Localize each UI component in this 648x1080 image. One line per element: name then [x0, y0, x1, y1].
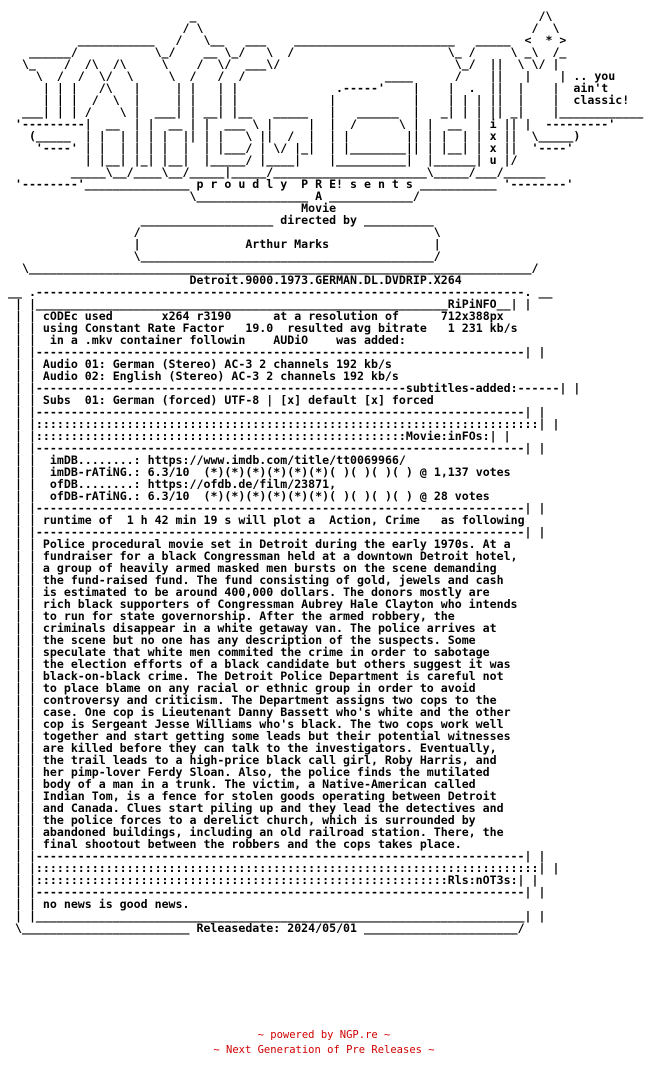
- ofdb-link[interactable]: https://ofdb.de/film/23871,: [147, 477, 337, 491]
- release-name: Detroit.9000.1973.GERMAN.DL.DVDRIP.X264: [189, 273, 462, 287]
- added-label: was added:: [336, 333, 406, 347]
- imdb-link[interactable]: https://www.imdb.com/title/tt0069966/: [147, 453, 406, 467]
- codec-label: cODEc used: [42, 309, 113, 323]
- powered-by-text: ~ powered by NGP.re ~: [257, 1029, 391, 1041]
- ofdb-rating-value: 6.3/10: [147, 489, 190, 503]
- bitrate-label: resulted avg bitrate: [287, 321, 427, 335]
- following-label: as following: [440, 513, 525, 527]
- crf-value: 19.0: [245, 321, 274, 335]
- ofdb-rating-label: ofDB-rATiNG.:: [49, 489, 141, 503]
- ascii-art-logo: _ /\ / \ / \ ___________ / \__ ___ _______________________ _____ < * > ______/ \_/ __ \_/ \ / \_ / \ _\ /_ \_ / /\ /\ \ / \/ ___\/ \_/ || \ \/ | \ / / \/ \ \ / / / ____ / || | | .. you | | | /\ | | | | | .-----' | | . || | | ain't | | | / \ | | | | | | | | | | || | | classic! ___| | | / \ | ___| | __| |__ _____ | ______ | _| | | || _| |____________ '---------| __ | | __ | | ___ \ | | | / \ | | __ | i || | ---------' (_____ | | | | | | || | | \ || / | | | || | | | | x || \_____) '----' | | | | | | | | |___/ | \/ |_| | |________|| | |__| | x || '----' | |__| |_| |__| |_____/ |____| |__________| |______| u |/ _____\__/____\__/_____|_____/______________________\_____/___/______ '--------'_______________ p r o u d l y P R E! s e n t s ___________ '--------' \________________ A ____________/ Movie ___________________ directed by __________ / \ | Arthur Marks | \__________________________________________/ \________________________________________________________________________/: [14, 9, 644, 275]
- codec-value: x264 r3190: [161, 309, 232, 323]
- release-date-label: Releasedate:: [196, 921, 281, 935]
- subtitles-header: subtitles-added:: [405, 381, 518, 395]
- subtitle-track-01: Subs 01: German (forced) UTF-8 | [x] default [x] forced: [42, 393, 434, 407]
- resolution-label: at a resolution of: [273, 309, 399, 323]
- ofdb-label: ofDB........:: [49, 477, 141, 491]
- imdb-rating-stars: (*)(*)(*)(*)(*)(*)( )( )( )( ): [203, 465, 413, 479]
- nfo-document: _ /\ / \ / \ ___________ / \__ ___ _______________________ _____ < * > ______/ \_/ __ \_/ \ / \_ / \ _\ /_ \_ / /\ /\ \ / \/ ___\/ \_/ || \ \/ | \ / / \/ \ \ / / / ____ / || | | .. you | | | /\ | | | | | .-----' | | . || | | ain't | | | / \ | | | | | | | | | | || | | classic! ___| | | / \ | ___| | __| |__ _____ | ______ | _| | | || _| |____________ '---------| __ | | __ | | ___ \ | | | / \ | | __ | i || | ---------' (_____ | | | | | | || | | \ || / | | | || | | | | x || \_____) '----' | | | | | | | | |___/ | \/ |_| | |________|| | |__| | x || '----' | |__| |_| |__| |_____/ |____| |__________| |______| u |/ _____\__/____\__/_____|_____/______________________\_____/___/______ '--------'_______________ p r o u d l y P R E! s e n t s ___________ '--------' \________________ A ____________/ Movie ___________________ directed by __________ / \ | Arthur Marks | \__________________________________________/ \________________________________________________________________________/ Detroit.9000.1973.GERMAN.DL.DVDRIP.X264 __ .----------------------------------------------------------------------. __ | |___________________________________________________________RiPiNFO__| | | | cODEc used x264 r3190 at a resolution of 712x388px | | using Constant Rate Factor 19.0 resulted avg bitrate 1 231 kb/s | | in a .mkv container followin AUDiO was added: | |----------------------------------------------------------------------| | | | Audio 01: German (Stereo) AC-3 2 channels 192 kb/s | | Audio 02: English (Stereo) AC-3 2 channels 192 kb/s | |-----------------------------------------------------subtitles-added:------| | | | Subs 01: German (forced) UTF-8 | [x] default [x] forced | |----------------------------------------------------------------------| | | |::::::::::::::::::::::::::::::::::::::::::::::::::::::::::::::::::::::::| | | |:::::::::::::::::::::::::::::::::::::::::::::::::::::Movie:inFOs:| | | |----------------------------------------------------------------------| | | | imDB........: https://www.imdb.com/title/tt0069966/ | | imDB-rATiNG.: 6.3/10 (*)(*)(*)(*)(*)(*)( )( )( )( ) @ 1,137 votes | | ofDB........: https://ofdb.de/film/23871, | | ofDB-rATiNG.: 6.3/10 (*)(*)(*)(*)(*)(*)( )( )( )( ) @ 28 votes | |----------------------------------------------------------------------| | | | runtime of 1 h 42 min 19 s will plot a Action, Crime as following | |----------------------------------------------------------------------| | | | Police procedural movie set in Detroit during the early 1970s. At a | | fundraiser for a black Congressman held at a downtown Detroit hotel, | | a group of heavily armed masked men bursts on the scene demanding | | the fund-raised fund. The fund consisting of gold, jewels and cash | | is estimated to be around 400,000 dollars. The donors mostly are | | rich black supporters of Congressman Aubrey Hale Clayton who intends | | to run for state governorship. After the armed robbery, the | | criminals disappear in a white getaway van. The police arrives at | | the scene but no one has any description of the suspects. Some | | speculate that white men commited the crime in order to sabotage | | the election efforts of a black candidate but others suggest it was | | black-on-black crime. The Detroit Police Department is careful not | | to place blame on any racial or ethnic group in order to avoid | | controversy and criticism. The Department assigns two cops to the | | case. One cop is Lieutenant Danny Bassett who's white and the other | | cop is Sergeant Jesse Williams who's black. The two cops work well | | together and start getting some leads but their potential witnesses | | are killed before they can talk to the investigators. Eventually, | | the trail leads to a high-price black call girl, Roby Harris, and | | her pimp-lover Ferdy Sloan. Also, the police finds the mutilated | | body of a man in a trunk. The victim, a Native-American called | | Indian Tom, is a fence for stolen goods operating between Detroit | | and Canada. Clues start piling up and they lead the detectives and | | the police forces to a derelict church, which is surrounded by | | abandoned buildings, including an old railroad station. There, the | | final shootout between the robbers and the cops takes place. | |----------------------------------------------------------------------| | | |::::::::::::::::::::::::::::::::::::::::::::::::::::::::::::::::::::::::| | | |:::::::::::::::::::::::::::::::::::::::::::::::::::::::::::Rls:nOT3s:| | | |----------------------------------------------------------------------| | | | no news is good news. | |______________________________________________________________________| | \________________________ Releasedate: 2024/05/01 ______________________/: [8, 9, 644, 935]
- resolution-value: 712x388px: [440, 309, 504, 323]
- audio-track-02: Audio 02: English (Stereo) AC-3 2 channels 192 kb/s: [42, 369, 399, 383]
- audio-label: AUDiO: [273, 333, 309, 347]
- plot-label: will plot a: [238, 513, 316, 527]
- rip-info-tag: RiPiNFO: [447, 297, 497, 311]
- movie-info-tag: Movie:inFOs:: [405, 429, 490, 443]
- release-notes-tag: Rls:nOT3s: [447, 873, 511, 887]
- crf-label: using Constant Rate Factor: [42, 321, 225, 335]
- runtime-label: runtime of: [42, 513, 113, 527]
- audio-track-01: Audio 01: German (Stereo) AC-3 2 channels 192 kb/s: [42, 357, 392, 371]
- genres: Action, Crime: [329, 513, 420, 527]
- footer-tagline: ~ Next Generation of Pre Releases ~: [213, 1044, 435, 1056]
- plot-synopsis: | | Police procedural movie set in Detroit during the early 1970s. At a | | fundraiser for a black Congressman held at a downtown Detroit hotel, | | a group of heavily armed masked men bursts on the scene demanding | | the fund-raised fund. The fund consisting of gold, jewels and cash | | is estimated to be around 400,000 dollars. The donors mostly are | | rich black supporters of Congressman Aubrey Hale Clayton who intends | | to run for state governorship. After the armed robbery, the | | criminals disappear in a white getaway van. The police arrives at | | the scene but no one has any description of the suspects. Some | | speculate that white men commited the crime in order to sabotage | | the election efforts of a black candidate but others suggest it was | | black-on-black crime. The Detroit Police Department is careful not | | to place blame on any racial or ethnic group in order to avoid | | controversy and criticism. The Department assigns two cops to the | | case. One cop is Lieutenant Danny Bassett who's white and the other | | cop is Sergeant Jesse Williams who's black. The two cops work well | | together and start getting some leads but their potential witnesses | | are killed before they can talk to the investigators. Eventually, | | the trail leads to a high-price black call girl, Roby Harris, and | | her pimp-lover Ferdy Sloan. Also, the police finds the mutilated | | body of a man in a trunk. The victim, a Native-American called | | Indian Tom, is a fence for stolen goods operating between Detroit | | and Canada. Clues start piling up and they lead the detectives and | | the police forces to a derelict church, which is surrounded by | | abandoned buildings, including an old railroad station. There, the | | final shootout between the robbers and the cops takes place.: [14, 537, 518, 851]
- footer: [0, 1028, 648, 1058]
- bitrate-value: 1 231 kb/s: [447, 321, 518, 335]
- imdb-rating-value: 6.3/10: [147, 465, 190, 479]
- ofdb-votes: @ 28 votes: [419, 489, 490, 503]
- imdb-label: imDB........:: [49, 453, 141, 467]
- imdb-rating-label: imDB-rATiNG.:: [49, 465, 141, 479]
- release-date: 2024/05/01: [287, 921, 358, 935]
- release-notes: no news is good news.: [42, 897, 190, 911]
- ofdb-rating-stars: (*)(*)(*)(*)(*)(*)( )( )( )( ): [203, 489, 413, 503]
- runtime-value: 1 h 42 min 19 s: [126, 513, 232, 527]
- imdb-votes: @ 1,137 votes: [419, 465, 511, 479]
- container-label: in a .mkv container followin: [49, 333, 246, 347]
